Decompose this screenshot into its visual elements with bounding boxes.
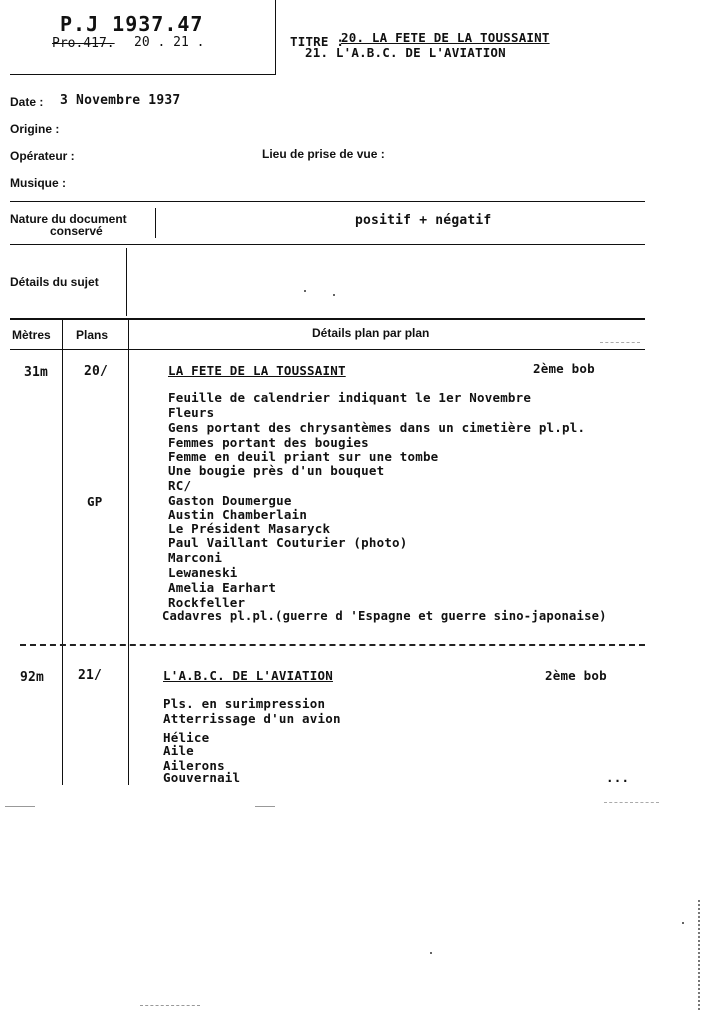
section-20-line: Fleurs [168,405,215,420]
scan-faint-line [5,806,35,807]
section-20-plan: 20/ [84,364,109,379]
section-20-metres: 31m [24,365,49,380]
column-divider-1 [62,320,63,785]
section-20-line: Paul Vaillant Couturier (photo) [168,535,408,550]
title-line-1: 20. LA FETE DE LA TOUSSAINT [341,30,550,45]
section-21-line: Aile [163,743,194,758]
divider-above-nature [10,201,645,202]
reference-numbers: 20 . 21 . [134,35,205,50]
title-label: TITRE : [290,34,345,49]
nature-label-line-1: Nature du document [10,212,127,226]
column-header-details: Détails plan par plan [312,326,430,340]
section-21-bob: 2ème bob [545,668,607,683]
section-20-line: Gaston Doumergue [168,493,292,508]
column-divider-2 [128,320,129,785]
section-21-line: Gouvernail [163,770,241,785]
section-20-line: RC/ [168,478,192,493]
origine-label: Origine : [10,122,60,136]
date-label: Date : [10,95,44,109]
section-21-title: L'A.B.C. DE L'AVIATION [163,668,333,683]
divider-above-details [10,244,645,245]
section-20-side-plan: GP [87,494,103,509]
section-21-plan: 21/ [78,668,103,683]
scan-speck [333,294,335,296]
nature-bracket [155,208,156,238]
operateur-label: Opérateur : [10,149,75,163]
scan-faint-line [604,802,659,803]
section-21-metres: 92m [20,670,45,685]
section-20-line: Femme en deuil priant sur une tombe [168,449,439,464]
section-21-ellipsis: ... [606,770,630,785]
header-box-bottom-border [10,74,276,75]
scan-speck [430,952,432,954]
section-20-line: Gens portant des chrysantèmes dans un cimetière pl.pl. [168,420,586,435]
section-21-line: Pls. en surimpression [163,696,326,711]
section-21-line: Hélice [163,730,210,745]
section-20-line: Le Président Masaryck [168,521,331,536]
details-sujet-label: Détails du sujet [10,275,99,289]
lieu-label: Lieu de prise de vue : [262,147,385,161]
column-header-metres: Mètres [12,328,51,342]
section-20-line: Austin Chamberlain [168,507,308,522]
section-20-line: Une bougie près d'un bouquet [168,463,385,478]
scan-edge-mark [698,900,704,1010]
column-header-plans: Plans [76,328,109,342]
details-sujet-bracket [126,248,127,316]
section-20-line: Feuille de calendrier indiquant le 1er Novembre [168,390,532,405]
scan-speck [682,922,684,924]
title-line-2: 21. L'A.B.C. DE L'AVIATION [305,45,506,60]
section-21-line: Atterrissage d'un avion [163,711,341,726]
scan-faint-line [255,806,275,807]
section-20-line: Amelia Earhart [168,580,277,595]
table-header-bottom-border [10,349,645,350]
section-20-bob: 2ème bob [533,361,595,376]
section-20-line: Marconi [168,550,223,565]
section-20-line: Lewaneski [168,565,238,580]
scan-faint-line [140,1005,200,1006]
nature-label-line-2: conservé [50,224,103,238]
musique-label: Musique : [10,176,66,190]
section-21-line: Ailerons [163,758,225,773]
section-20-line: Femmes portant des bougies [168,435,369,450]
date-value: 3 Novembre 1937 [60,93,181,108]
scan-speck [304,290,306,292]
scan-faint-line [600,342,640,343]
header-box-right-border [275,0,276,74]
nature-value: positif + négatif [355,213,492,228]
section-separator [20,644,645,646]
section-20-title: LA FETE DE LA TOUSSAINT [168,363,346,378]
section-20-line: Cadavres pl.pl.(guerre d 'Espagne et guerre sino-japonaise) [162,609,607,623]
reference-typed-prefix: Pro.417. [52,36,115,51]
table-top-border [10,318,645,320]
section-20-line: Rockfeller [168,595,246,610]
reference-handwritten: P.J 1937.47 [60,12,204,36]
